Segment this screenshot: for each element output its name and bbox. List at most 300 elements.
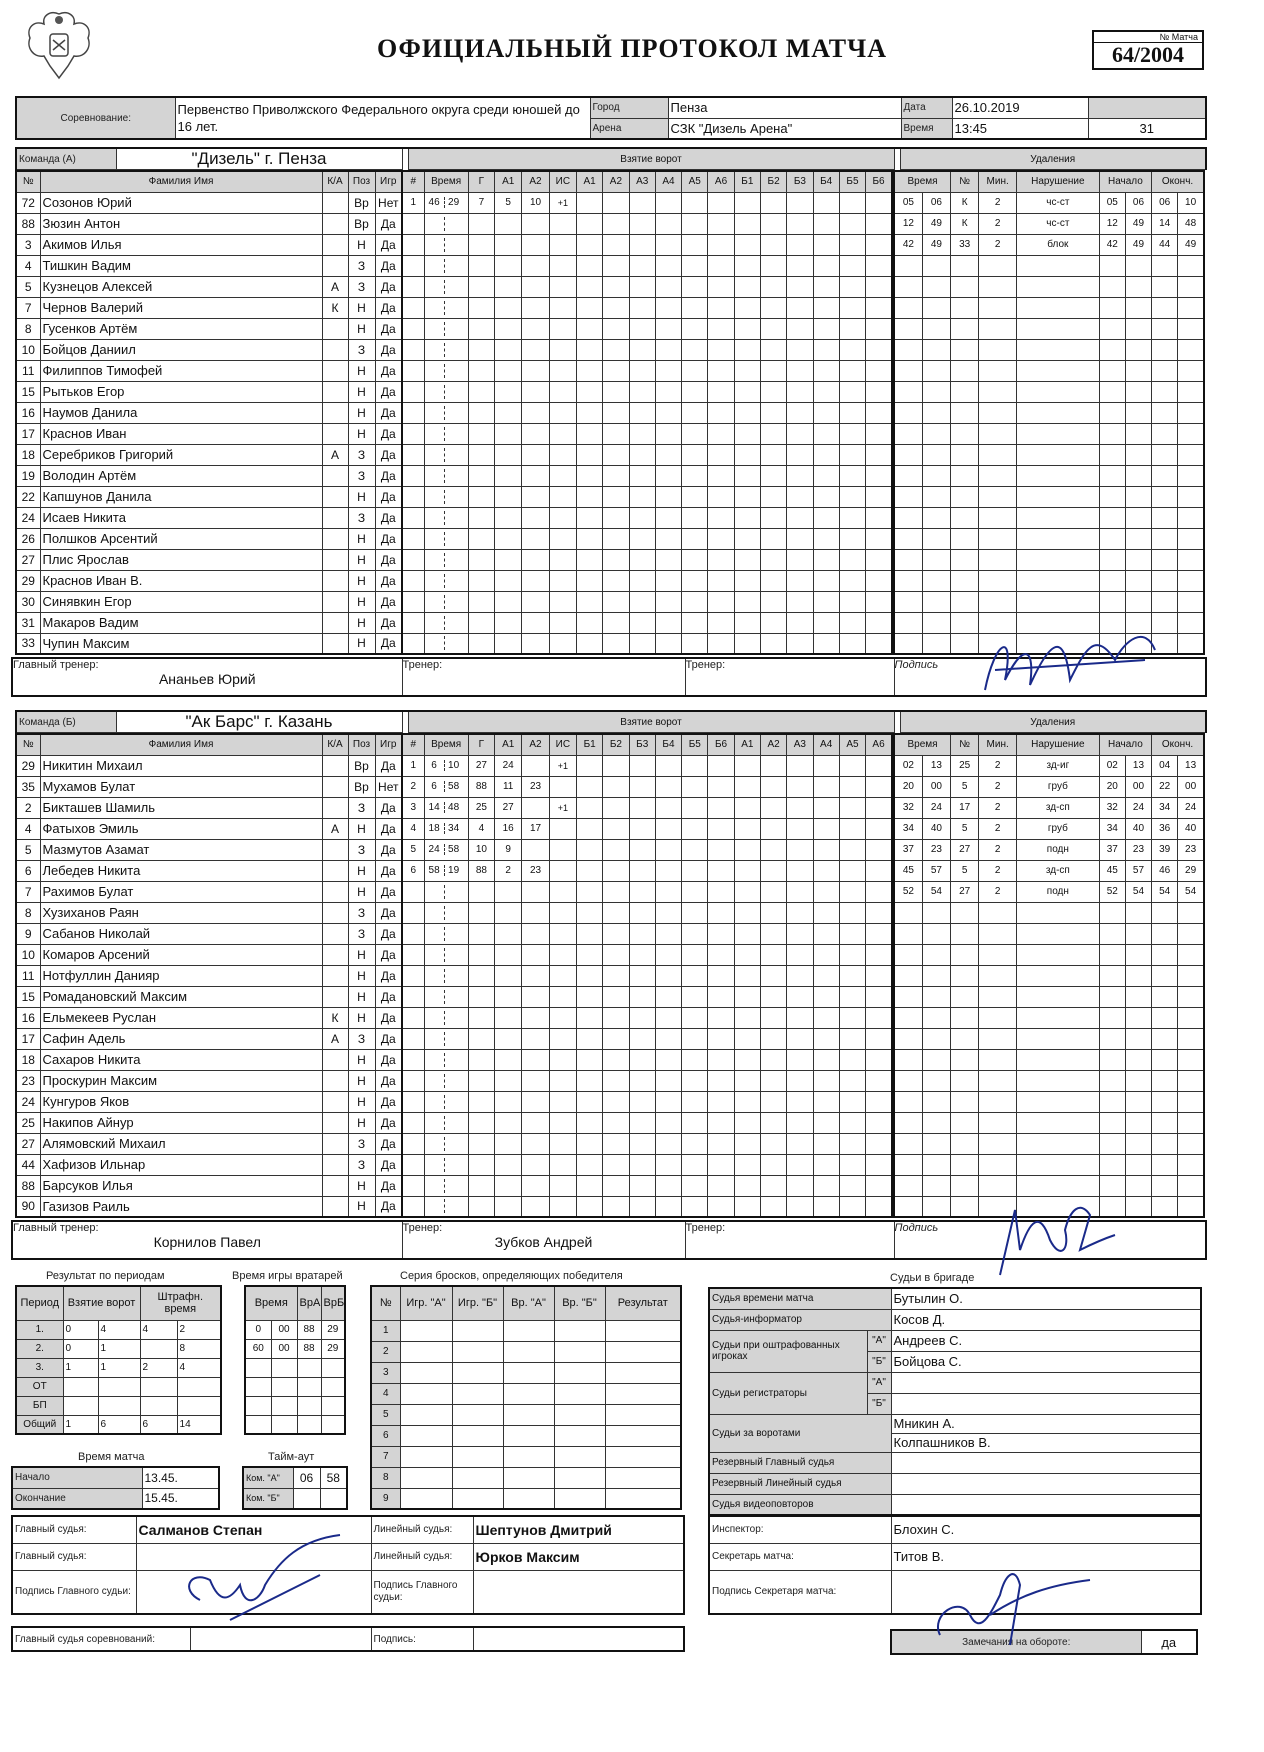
player-played: Да xyxy=(375,1112,402,1133)
player-played: Да xyxy=(375,444,402,465)
penbox-a: Андреев С. xyxy=(891,1330,1201,1351)
player-played: Да xyxy=(375,591,402,612)
match-time-table xyxy=(11,1466,220,1510)
g-time: Время xyxy=(424,734,468,755)
player-position: Н xyxy=(348,1091,375,1112)
penalty-row xyxy=(894,1007,1204,1028)
so-no: 4 xyxy=(371,1383,400,1404)
g-no: # xyxy=(402,734,424,755)
col-ka: К/А xyxy=(322,734,348,755)
player-played: Да xyxy=(375,839,402,860)
goal-situation: +1 xyxy=(549,192,576,213)
timeout-title: Тайм-аут xyxy=(268,1451,315,1463)
penbox-a-tag: "А" xyxy=(867,1330,891,1351)
player-row xyxy=(16,860,402,881)
g-a2: А2 xyxy=(522,171,549,192)
period-pim-a xyxy=(140,1377,177,1396)
player-row xyxy=(16,1154,402,1175)
sign-secretary-label: Подпись Секретаря матча: xyxy=(709,1570,891,1614)
goal-row xyxy=(402,1028,892,1049)
player-number: 44 xyxy=(16,1154,40,1175)
player-role xyxy=(322,755,348,776)
period-pim-a: 2 xyxy=(140,1358,177,1377)
player-position: Н xyxy=(348,986,375,1007)
goal-number: 5 xyxy=(402,839,424,860)
player-played: Да xyxy=(375,860,402,881)
period-name: Общий xyxy=(16,1415,63,1434)
goal-min: 46 xyxy=(428,197,440,208)
goal-number: 1 xyxy=(402,755,424,776)
player-name: Лебедев Никита xyxy=(40,860,322,881)
signature-secretary xyxy=(920,1555,1100,1655)
goal-row xyxy=(402,570,892,591)
pen-minutes: 2 xyxy=(979,860,1017,881)
goal-min: 18 xyxy=(428,823,440,834)
g-time: Время xyxy=(424,171,468,192)
video-judge-label: Судья видеоповторов xyxy=(709,1494,891,1515)
pen-time-min: 32 xyxy=(894,797,922,818)
secretary: Титов В. xyxy=(891,1543,1201,1570)
player-role xyxy=(322,318,348,339)
col-no: № xyxy=(16,171,40,192)
pen-end-sec: 10 xyxy=(1178,192,1204,213)
pen-time-min: 52 xyxy=(894,881,922,902)
goal-situation xyxy=(549,818,576,839)
player-name: Комаров Арсений xyxy=(40,944,322,965)
pen-start-sec: 49 xyxy=(1125,234,1151,255)
goal-min: 6 xyxy=(431,760,437,771)
goal-assist-2 xyxy=(522,839,549,860)
player-position: З xyxy=(348,276,375,297)
penalty-row xyxy=(894,1049,1204,1070)
goal-assist-2: 23 xyxy=(522,776,549,797)
pen-start-sec: 23 xyxy=(1125,839,1151,860)
so-no: 2 xyxy=(371,1341,400,1362)
period-row xyxy=(16,1320,221,1339)
player-name: Гусенков Артём xyxy=(40,318,322,339)
pen-end-min: 39 xyxy=(1152,839,1178,860)
player-number: 6 xyxy=(16,860,40,881)
pen-time-sec: 40 xyxy=(922,818,950,839)
goal-row xyxy=(402,839,892,860)
timeout-a-min: 06 xyxy=(293,1467,320,1488)
player-number: 17 xyxy=(16,1028,40,1049)
player-name: Акимов Илья xyxy=(40,234,322,255)
player-position: Н xyxy=(348,633,375,654)
player-position: Н xyxy=(348,570,375,591)
so-no: 7 xyxy=(371,1446,400,1467)
penbox-b-tag: "Б" xyxy=(867,1351,891,1372)
player-row xyxy=(16,797,402,818)
gk-a: 88 xyxy=(297,1339,321,1358)
inspector-label: Инспектор: xyxy=(709,1516,891,1543)
goal-sec: 58 xyxy=(444,781,463,792)
player-name: Серебриков Григорий xyxy=(40,444,322,465)
player-name: Чупин Максим xyxy=(40,633,322,654)
player-played: Да xyxy=(375,318,402,339)
player-name: Проскурин Максим xyxy=(40,1070,322,1091)
shootout-row xyxy=(371,1404,681,1425)
goal-row xyxy=(402,507,892,528)
onice-col: А6 xyxy=(708,171,734,192)
player-position: Н xyxy=(348,234,375,255)
player-position: З xyxy=(348,444,375,465)
player-row xyxy=(16,755,402,776)
player-played: Да xyxy=(375,297,402,318)
gk-b: 29 xyxy=(321,1320,345,1339)
player-position: Н xyxy=(348,965,375,986)
goal-number: 4 xyxy=(402,818,424,839)
penalty-row xyxy=(894,444,1204,465)
player-number: 23 xyxy=(16,1070,40,1091)
player-number: 15 xyxy=(16,986,40,1007)
pen-minutes: 2 xyxy=(979,881,1017,902)
pen-player: 5 xyxy=(951,776,979,797)
penalty-row xyxy=(894,234,1204,255)
player-number: 31 xyxy=(16,612,40,633)
player-name: Тишкин Вадим xyxy=(40,255,322,276)
onice-col: А2 xyxy=(603,171,629,192)
pen-start-min: 52 xyxy=(1099,881,1125,902)
goal-row xyxy=(402,1070,892,1091)
player-row xyxy=(16,381,402,402)
remarks-label: Замечания на обороте: xyxy=(891,1630,1141,1654)
player-role xyxy=(322,881,348,902)
shootout-row xyxy=(371,1446,681,1467)
player-played: Да xyxy=(375,570,402,591)
so-res-header: Результат xyxy=(605,1286,681,1320)
gk-row xyxy=(245,1415,345,1434)
player-name: Ромадановский Максим xyxy=(40,986,322,1007)
player-played: Да xyxy=(375,507,402,528)
player-number: 90 xyxy=(16,1196,40,1217)
player-position: Н xyxy=(348,1070,375,1091)
shootout-row xyxy=(371,1341,681,1362)
match-start-label: Начало xyxy=(12,1467,142,1488)
player-role xyxy=(322,633,348,654)
period-goals-b xyxy=(98,1377,140,1396)
player-row xyxy=(16,234,402,255)
head-coach-label: Главный тренер: xyxy=(13,1222,99,1234)
player-number: 10 xyxy=(16,339,40,360)
so-gb-header: Вр. "Б" xyxy=(554,1286,605,1320)
penalty-row xyxy=(894,902,1204,923)
onice-col: А3 xyxy=(629,171,655,192)
penalty-row xyxy=(894,549,1204,570)
goal-situation xyxy=(549,860,576,881)
goal-sec: 34 xyxy=(444,823,463,834)
player-role xyxy=(322,486,348,507)
period-goals-a: 1 xyxy=(63,1415,98,1434)
p-end: Оконч. xyxy=(1152,734,1204,755)
player-role: К xyxy=(322,297,348,318)
player-played: Да xyxy=(375,612,402,633)
player-position: Н xyxy=(348,360,375,381)
period-pim-b: 8 xyxy=(177,1339,221,1358)
g-g: Г xyxy=(468,171,494,192)
goal-row xyxy=(402,486,892,507)
timeout-a-sec: 58 xyxy=(320,1467,347,1488)
pen-violation: блок xyxy=(1016,234,1099,255)
goal-scorer: 27 xyxy=(468,755,494,776)
goal-assist-2 xyxy=(522,755,549,776)
pen-end-min: 04 xyxy=(1152,755,1178,776)
secretary-label: Секретарь матча: xyxy=(709,1543,891,1570)
player-name: Фатыхов Эмиль xyxy=(40,818,322,839)
team_b-penalties xyxy=(893,733,1205,1218)
pen-player: 27 xyxy=(951,881,979,902)
player-number: 18 xyxy=(16,1049,40,1070)
p-time: Время xyxy=(894,171,951,192)
player-role xyxy=(322,986,348,1007)
shootout-row xyxy=(371,1467,681,1488)
player-position: Н xyxy=(348,591,375,612)
player-role xyxy=(322,1070,348,1091)
pen-time-min: 45 xyxy=(894,860,922,881)
onice-col: Б2 xyxy=(603,734,629,755)
penalty-row xyxy=(894,402,1204,423)
player-name: Макаров Вадим xyxy=(40,612,322,633)
player-row xyxy=(16,1175,402,1196)
p-start: Начало xyxy=(1099,171,1151,192)
timeout-b-label: Ком. "Б" xyxy=(243,1488,293,1509)
reg-b-tag: "Б" xyxy=(867,1393,891,1414)
gk-b-header: ВрБ xyxy=(321,1286,345,1320)
player-row xyxy=(16,1070,402,1091)
player-played: Да xyxy=(375,1028,402,1049)
onice-col: Б2 xyxy=(760,171,786,192)
goal-judge-2: Колпашников В. xyxy=(891,1433,1201,1452)
player-position: Вр xyxy=(348,213,375,234)
player-number: 10 xyxy=(16,944,40,965)
period-goals-a: 0 xyxy=(63,1320,98,1339)
spectators-value: 31 xyxy=(1088,118,1206,139)
onice-col: Б3 xyxy=(629,734,655,755)
team_b-name: "Ак Барс" г. Казань xyxy=(116,711,402,733)
period-goals-a xyxy=(63,1396,98,1415)
goal-row xyxy=(402,528,892,549)
player-role xyxy=(322,797,348,818)
pen-minutes: 2 xyxy=(979,839,1017,860)
player-name: Хафизов Ильнар xyxy=(40,1154,322,1175)
player-played: Да xyxy=(375,234,402,255)
pen-player: К xyxy=(951,192,979,213)
pen-end-min: 54 xyxy=(1152,881,1178,902)
player-row xyxy=(16,902,402,923)
gk-b: 29 xyxy=(321,1339,345,1358)
player-row xyxy=(16,507,402,528)
player-row xyxy=(16,402,402,423)
player-position: Вр xyxy=(348,776,375,797)
player-role xyxy=(322,1049,348,1070)
onice-col: А4 xyxy=(655,171,681,192)
player-row xyxy=(16,986,402,1007)
goal-row xyxy=(402,1175,892,1196)
goal-row xyxy=(402,612,892,633)
player-number: 4 xyxy=(16,818,40,839)
pen-start-min: 20 xyxy=(1099,776,1125,797)
shootout-row xyxy=(371,1320,681,1341)
reserve-ref-label: Резервный Главный судья xyxy=(709,1452,891,1473)
player-name: Чернов Валерий xyxy=(40,297,322,318)
gk-min: 60 xyxy=(245,1339,271,1358)
player-name: Сахаров Никита xyxy=(40,1049,322,1070)
player-role xyxy=(322,255,348,276)
penalty-row xyxy=(894,1154,1204,1175)
player-name: Сафин Адель xyxy=(40,1028,322,1049)
pen-end-sec: 49 xyxy=(1178,234,1204,255)
shootout-row xyxy=(371,1488,681,1509)
player-role xyxy=(322,1175,348,1196)
penalty-row xyxy=(894,860,1204,881)
player-name: Мазмутов Азамат xyxy=(40,839,322,860)
player-row xyxy=(16,633,402,654)
goal-situation xyxy=(549,839,576,860)
player-played: Да xyxy=(375,797,402,818)
player-position: З xyxy=(348,902,375,923)
onice-col: Б5 xyxy=(839,171,865,192)
so-no: 5 xyxy=(371,1404,400,1425)
line-ref-2: Юрков Максим xyxy=(473,1543,684,1570)
player-name: Алямовский Михаил xyxy=(40,1133,322,1154)
shootout-title: Серия бросков, определяющих победителя xyxy=(400,1270,623,1282)
player-name: Рытьков Егор xyxy=(40,381,322,402)
main-ref-label: Главный судья: xyxy=(12,1516,136,1543)
goal-min: 6 xyxy=(431,781,437,792)
period-pim-b xyxy=(177,1396,221,1415)
pen-time-sec: 57 xyxy=(922,860,950,881)
goal-sec: 48 xyxy=(444,802,463,813)
goal-min: 14 xyxy=(428,802,440,813)
goal-row xyxy=(402,776,892,797)
remarks-value: да xyxy=(1141,1630,1197,1654)
team_a-goals xyxy=(401,170,893,655)
goal-situation: +1 xyxy=(549,755,576,776)
signature-team-b xyxy=(970,1190,1120,1280)
city-label: Город xyxy=(590,97,668,118)
player-row xyxy=(16,297,402,318)
period-goals-b xyxy=(98,1396,140,1415)
pen-minutes: 2 xyxy=(979,797,1017,818)
player-number: 9 xyxy=(16,923,40,944)
p-no: № xyxy=(951,171,979,192)
penalty-row xyxy=(894,1070,1204,1091)
player-played: Да xyxy=(375,1070,402,1091)
player-row xyxy=(16,570,402,591)
pen-time-sec: 00 xyxy=(922,776,950,797)
goal-row xyxy=(402,213,892,234)
player-number: 5 xyxy=(16,839,40,860)
pen-start-sec: 00 xyxy=(1125,776,1151,797)
penalty-row xyxy=(894,1133,1204,1154)
goal-assist-2 xyxy=(522,797,549,818)
goal-row xyxy=(402,923,892,944)
player-position: Н xyxy=(348,486,375,507)
penalty-row xyxy=(894,381,1204,402)
penalty-row xyxy=(894,276,1204,297)
goal-row xyxy=(402,965,892,986)
pen-time-sec: 24 xyxy=(922,797,950,818)
pen-time-min: 34 xyxy=(894,818,922,839)
team_a-penalties-title: Удаления xyxy=(900,148,1206,170)
gk-row xyxy=(245,1377,345,1396)
pen-time-min: 12 xyxy=(894,213,922,234)
pen-end-sec: 48 xyxy=(1178,213,1204,234)
player-number: 72 xyxy=(16,192,40,213)
player-position: З xyxy=(348,339,375,360)
coach-label: Тренер: xyxy=(402,1222,443,1234)
period-name: БП xyxy=(16,1396,63,1415)
goal-assist-2: 17 xyxy=(522,818,549,839)
penbox-b: Бойцова С. xyxy=(891,1351,1201,1372)
player-role xyxy=(322,965,348,986)
player-role xyxy=(322,381,348,402)
player-row xyxy=(16,1049,402,1070)
onice-col: Б6 xyxy=(708,734,734,755)
pen-end-min: 22 xyxy=(1152,776,1178,797)
player-position: Н xyxy=(348,1049,375,1070)
onice-col: Б3 xyxy=(787,171,813,192)
player-played: Да xyxy=(375,1196,402,1217)
player-position: З xyxy=(348,839,375,860)
goal-row xyxy=(402,1154,892,1175)
player-row xyxy=(16,612,402,633)
player-played: Да xyxy=(375,818,402,839)
timekeeper: Бутылин О. xyxy=(891,1288,1201,1309)
penalty-row xyxy=(894,944,1204,965)
player-role xyxy=(322,1154,348,1175)
player-role: А xyxy=(322,1028,348,1049)
player-role xyxy=(322,839,348,860)
goal-row xyxy=(402,1133,892,1154)
player-row xyxy=(16,1112,402,1133)
goal-row xyxy=(402,1112,892,1133)
player-position: Н xyxy=(348,1175,375,1196)
team_b-goals-title: Взятие ворот xyxy=(408,711,894,733)
goal-row xyxy=(402,1196,892,1217)
gk-min: 0 xyxy=(245,1320,271,1339)
period-goals-b: 1 xyxy=(98,1358,140,1377)
pen-end-min: 34 xyxy=(1152,797,1178,818)
p-viol: Нарушение xyxy=(1016,171,1099,192)
player-number: 35 xyxy=(16,776,40,797)
player-number: 18 xyxy=(16,444,40,465)
gk-a-header: ВрА xyxy=(297,1286,321,1320)
goal-assist-1: 16 xyxy=(495,818,522,839)
player-role xyxy=(322,234,348,255)
player-row xyxy=(16,360,402,381)
player-position: З xyxy=(348,1133,375,1154)
player-name: Зюзин Антон xyxy=(40,213,322,234)
player-name: Синявкин Егор xyxy=(40,591,322,612)
period-pim-b xyxy=(177,1377,221,1396)
goal-row xyxy=(402,1091,892,1112)
player-number: 2 xyxy=(16,797,40,818)
pen-violation: подн xyxy=(1016,839,1099,860)
period-name: 1. xyxy=(16,1320,63,1339)
pen-minutes: 2 xyxy=(979,818,1017,839)
pen-end-min: 06 xyxy=(1152,192,1178,213)
penalty-row xyxy=(894,923,1204,944)
timeout-table xyxy=(242,1466,348,1510)
player-played: Да xyxy=(375,755,402,776)
so-no: 8 xyxy=(371,1467,400,1488)
period-pim-a: 4 xyxy=(140,1320,177,1339)
goal-row xyxy=(402,1007,892,1028)
period-pim-a xyxy=(140,1396,177,1415)
period-row xyxy=(16,1396,221,1415)
player-played: Да xyxy=(375,1154,402,1175)
